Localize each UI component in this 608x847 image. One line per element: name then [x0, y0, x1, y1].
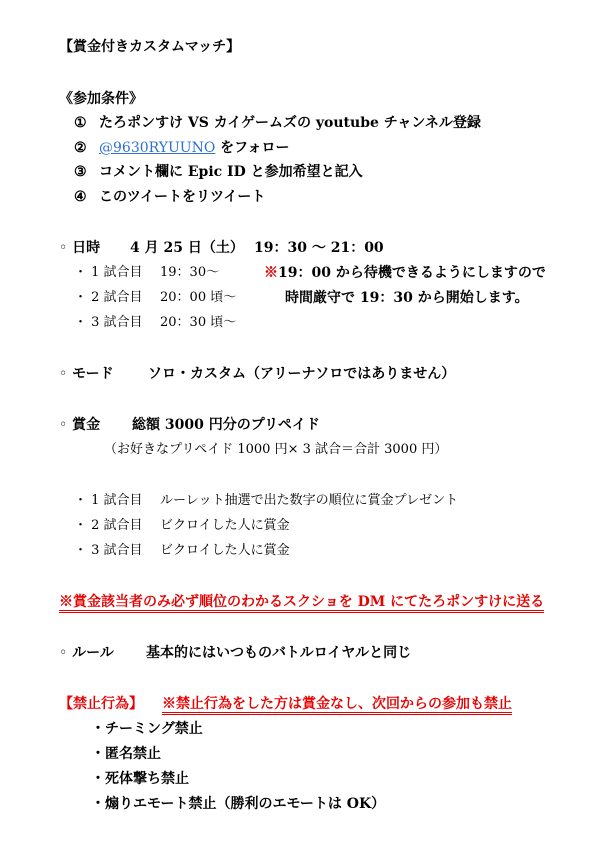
condition-number: ②	[74, 140, 87, 156]
prize-detail: （お好きなプリペイド 1000 円× 3 試合＝合計 3000 円）	[104, 442, 448, 457]
prohibited-item: ・チーミング禁止	[91, 721, 203, 737]
match-schedule-row-1	[74, 265, 546, 281]
match-time: 20：30 頃～	[160, 315, 237, 330]
match-time: 19：30～	[160, 265, 220, 280]
schedule-time: 19：30 ～ 21：00	[254, 240, 384, 256]
match-label: ・ 3 試合目	[74, 543, 143, 558]
twitter-handle-link[interactable]: @9630RYUUNO	[99, 140, 216, 156]
match-label: ・ 1 試合目	[74, 265, 143, 280]
schedule-label: ◦ 日時	[59, 240, 101, 256]
prohibited-label: 【禁止行為】	[59, 696, 143, 712]
condition-item-1	[74, 115, 481, 131]
rules-label: ◦ ルール	[59, 645, 114, 661]
condition-text: このツイートをリツイート	[99, 189, 266, 205]
condition-number: ①	[74, 115, 87, 131]
prize-match-row-3	[74, 543, 290, 558]
match-label: ・ 2 試合目	[74, 518, 143, 533]
condition-number: ④	[74, 189, 87, 205]
rules-row	[59, 645, 412, 661]
match-schedule-row-3	[74, 315, 237, 330]
match-label: ・ 3 試合目	[74, 315, 143, 330]
start-notice: 時間厳守で 19：30 から開始します。	[285, 290, 529, 306]
mode-label: ◦ モード	[59, 366, 114, 382]
wait-notice: ※19：00 から待機できるようにしますので	[264, 265, 546, 281]
condition-text: たろポンすけ VS カイゲームズの youtube チャンネル登録	[99, 115, 481, 131]
condition-item-3	[74, 164, 363, 180]
prize-value: 総額 3000 円分のプリペイド	[132, 417, 320, 433]
mode-value: ソロ・カスタム（アリーナソロではありません）	[148, 366, 456, 382]
match-label: ・ 1 試合目	[74, 493, 143, 508]
condition-item-4	[74, 189, 266, 205]
match-label: ・ 2 試合目	[74, 290, 143, 305]
condition-number: ③	[74, 164, 87, 180]
condition-text: コメント欄に Epic ID と参加希望と記入	[99, 164, 363, 180]
prohibited-notice: ※禁止行為をした方は賞金なし、次回からの参加も禁止	[162, 697, 512, 715]
match-time: 20：00 頃～	[160, 290, 237, 305]
prize-match-row-2	[74, 518, 290, 533]
schedule-row	[59, 240, 384, 256]
prize-match-row-1	[74, 493, 459, 508]
prize-label: ◦ 賞金	[59, 417, 101, 433]
conditions-heading: 《参加条件》	[59, 91, 143, 107]
mode-row	[59, 366, 456, 382]
prohibited-item: ・匿名禁止	[91, 746, 161, 762]
document-title: 【賞金付きカスタムマッチ】	[59, 39, 241, 55]
prohibited-row	[59, 696, 512, 712]
prize-match-text: ルーレット抽選で出た数字の順位に賞金プレゼント	[160, 493, 459, 508]
condition-text: をフォロー	[215, 140, 290, 156]
prohibited-item: ・死体撃ち禁止	[91, 771, 189, 787]
match-schedule-row-2	[74, 290, 529, 306]
schedule-date: 4 月 25 日（土）	[130, 240, 244, 256]
screenshot-notice: ※賞金該当者のみ必ず順位のわかるスクショを DM にてたろポンすけに送る	[59, 595, 544, 613]
prize-match-text: ビクロイした人に賞金	[160, 518, 290, 533]
prize-match-text: ビクロイした人に賞金	[160, 543, 290, 558]
prize-row	[59, 417, 320, 433]
rules-value: 基本的にはいつものバトルロイヤルと同じ	[146, 645, 412, 661]
condition-item-2	[74, 140, 290, 156]
prohibited-item: ・煽りエモート禁止（勝利のエモートは OK）	[91, 796, 386, 812]
